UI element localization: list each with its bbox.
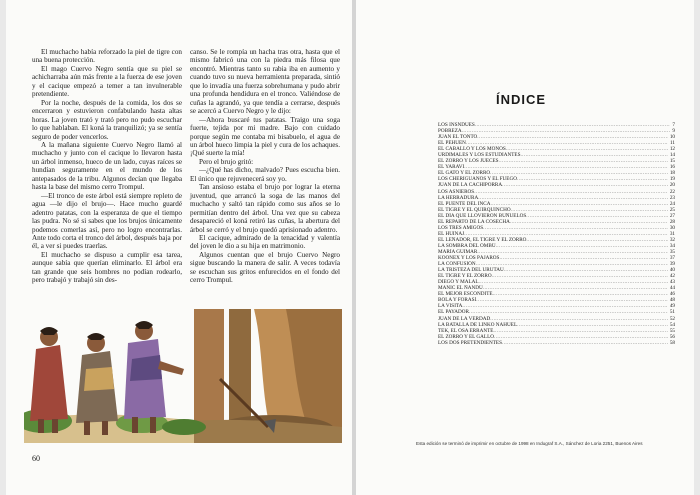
index-entry-page: 18 [669, 170, 675, 177]
index-entry-page: 27 [669, 212, 675, 219]
index-entry-page: 28 [669, 218, 675, 225]
index-entry-title: EL GATO Y EL ZORRO [438, 170, 491, 177]
index-entry-page: 25 [669, 206, 675, 213]
index-entry-title: EL CABALLO Y LOS MONOS [438, 146, 506, 153]
index-entry-page: 12 [669, 146, 675, 153]
paragraph: Pero el brujo gritó: [199, 157, 254, 166]
index-entry-title: EL REPARTO DE LA COSECHA [438, 218, 510, 225]
index-entry-title: LA VISITA [438, 303, 463, 310]
index-entry-page: 10 [669, 134, 675, 141]
index-entry-title: LOS TRES AMIGOS [438, 224, 484, 231]
paragraph: —¿Qué has dicho, malvado? Pues escucha bien. El único que rejuvenecerá soy yo. [190, 166, 340, 183]
index-entry-title: JUAN DE LA CACHIPORRA [438, 182, 503, 189]
index-entry-page: 19 [669, 176, 675, 183]
index-entry-page: 43 [669, 279, 675, 286]
index-entry-title: DIEGO Y MALAL [438, 279, 479, 286]
index-entry-title: JUAN EL TONTO [438, 134, 478, 141]
index-entry-page: 52 [669, 315, 675, 322]
index-entry-page: 44 [669, 285, 675, 292]
index-entry-page: 9 [672, 128, 675, 135]
left-page [6, 0, 352, 495]
index-entry-page: 40 [669, 267, 675, 274]
index-entry-page: 14 [669, 152, 675, 159]
paragraph: A la mañana siguiente Cuervo Negro llamó al muchacho y junto con el cacique lo llevaron hasta un árbol inmenso, hueco de un lado, cuyas raíces se hundían seguramente en el mundo de los antepasados de la tribu. Algunos decían que llegaba hasta la base del mismo cerro Trompul. [32, 140, 182, 192]
index-entry-page: 46 [669, 291, 675, 298]
index-entry-title: EL TIGRE Y EL ZORRO [438, 273, 492, 280]
index-entry-title: EL MEJOR ESCONDITE [438, 291, 493, 298]
index-title: ÍNDICE [496, 92, 547, 107]
index-entry-page: 39 [669, 261, 675, 268]
paragraph: El muchacho se dispuso a cumplir esa tarea, aunque sabía que querían eliminarlo. El árbol era tan grande que seis hombres no podían rodearlo, pero trabajó y trabajó sin des- [32, 250, 182, 285]
index-entry-page: 37 [669, 255, 675, 262]
index-entry-title: LA CONFUSIÓN [438, 261, 476, 268]
index-entry-title: EL HUINAJ [438, 230, 465, 237]
index-entry-title: LA HERRADURA [438, 194, 479, 201]
index-entry-title: TEK, EL OSA ERRANTE [438, 327, 494, 334]
paragraph: Por la noche, después de la comida, los dos se encerraron y estuvieron confabulando hasta altas horas. La joven trató y trató pero no pudo escuchar lo que hablaban. El koná la tranquilizó; ya se sentía seguro de poder vencerlos. [32, 98, 182, 141]
index-entry-page: 49 [669, 303, 675, 310]
index-entry-page: 55 [669, 327, 675, 334]
paragraph: Tan ansioso estaba el brujo por lograr la eterna juventud, que arrancó la soga de las manos del muchacho y saltó tan rápido como sus años se lo permitían dentro del árbol. Una vez que su cabeza desapareció el koná retiró las cuñas, la abertura del árbol se cerró y el brujo quedó aprisionado adentro. [190, 183, 340, 234]
index-entry-title: JUAN DE LA VERDAD [438, 315, 491, 322]
index-entry-title: LA BATALLA DE LINKO NAHUEL [438, 321, 518, 328]
paragraph: El muchacho había reforzado la piel de tigre con una buena protección. [32, 48, 182, 65]
index-entry-page: 34 [669, 242, 675, 249]
index-entry-title: EL TIGRE Y EL QUIRQUINCHO [438, 206, 511, 213]
page-number: 60 [32, 454, 40, 463]
index-entry-title: LOS DOS PRETENDIENTES [438, 339, 502, 346]
right-page [356, 0, 694, 495]
index-list [438, 122, 675, 346]
index-entry-page: 23 [669, 194, 675, 201]
story-illustration [24, 309, 342, 443]
index-entry-page: 58 [669, 339, 675, 346]
paragraph: canso. Se le rompía un hacha tras otra, hasta que el mismo fabricó una con la piedra más filosa que encontró. Mientras tanto su rabia iba en aumento y cuando tuvo su nueva herramienta preparada, sintió que lo invadía una fuerza sobrehumana y pudo abrir una profunda hendidura en el tronco. Valiéndose de cuñas la agrandó, ya que tendía a cerrarse, después se acercó a Cuervo Negro y le dijo: [190, 48, 340, 116]
index-entry-title: KOONEX Y LOS PÁJAROS [438, 255, 500, 262]
index-entry-title: EL YARAVI [438, 164, 465, 171]
index-entry-title: LOS ASNIEROS [438, 188, 475, 195]
index-entry-title: EL PUENTE DEL INCA [438, 200, 491, 207]
index-entry-page: 20 [669, 182, 675, 189]
index-entry-title: EL DÍA QUE LLOVIERON BUÑUELOS [438, 212, 527, 219]
index-entry-page: 15 [669, 158, 675, 165]
index-entry-page: 31 [669, 230, 675, 237]
index-entry-title: EL ZORRO Y LOS JUECES [438, 158, 499, 165]
index-entry-title: POBREZA [438, 128, 462, 135]
index-entry-page: 48 [669, 297, 675, 304]
index-entry-title: URDIMALES Y LOS ESTUDIANTES [438, 152, 521, 159]
index-entry-page: 16 [669, 164, 675, 171]
index-entry-page: 7 [672, 122, 675, 128]
index-entry-title: MARÍA GUIMAR [438, 248, 478, 255]
index-entry-title: BOLA Y FORASÍ [438, 297, 477, 304]
paragraph: Algunos cuentan que el brujo Cuervo Negro sigue buscando la manera de salir. A veces todavía se escuchan sus gritos enfurecidos en el fondo del cerro Trompul. [190, 250, 340, 285]
index-entry-title: LA SOMBRA DEL OMBÚ [438, 242, 496, 249]
paragraph: —El tronco de este árbol está siempre repleto de agua —le dijo el brujo—. Hace mucho guardé adentro patatas, con la esperanza de que el tiempo las pudra. No sé si sabes que los brujos únicamente podemos comerlas así, pero no logro encontrarlas. Ante todo corta el tronco del árbol, después baja por él, a ver si puedes traerlas. [32, 191, 182, 251]
index-entry-page: 22 [669, 188, 675, 195]
index-entry-title: LA TRISTEZA DEL URUTAU [438, 267, 504, 274]
paragraph: El mago Cuervo Negro sentía que su piel se achicharraba aún más frente a la fuerza de ese joven y el cacique empezó a temer a tan invulnerable pretendiente. [32, 64, 182, 99]
index-entry-page: 51 [669, 309, 675, 316]
colophon: Esta edición se terminó de imprimir en octubre de 1998 en Indugraf S.A., Sánchez de Loria 2251, Buenos Aires [416, 441, 643, 446]
index-entry-title: MANIC EL ÑANDÚ [438, 285, 483, 292]
text-column-right [190, 48, 340, 285]
index-entry-title: LOS CHERIGUANOS Y EL FUEGO [438, 176, 517, 183]
index-entry-page: 24 [669, 200, 675, 207]
index-entry-title: EL PEHUEN [438, 140, 466, 147]
index-entry-page: 30 [669, 224, 675, 231]
index-entry-title: LOS INSNDUES [438, 122, 475, 128]
text-column-left [32, 48, 182, 285]
index-entry-page: 32 [669, 236, 675, 243]
index-entry-page: 42 [669, 273, 675, 280]
index-entry-title: EL ZORRO Y EL GALLO [438, 333, 494, 340]
index-entry-page: 35 [669, 248, 675, 255]
index-entry-title: EL LEÑADOR, EL TIGRE Y EL ZORRO [438, 236, 527, 243]
index-entry-page: 54 [669, 321, 675, 328]
index-entry-title: EL PAYADOR [438, 309, 469, 316]
index-entry-page: 56 [669, 333, 675, 340]
paragraph: El cacique, admirado de la tenacidad y valentía del joven le dio a su hija en matrimonio. [190, 233, 340, 251]
paragraph: —Ahora buscaré tus patatas. Traigo una soga fuerte, tejida por mi madre. Bajo con cuidado porque según me contaba mi bisabuelo, el agua de un árbol hueco limpia la piel y cura de los achaques. ¡Qué suerte la mía! [190, 115, 340, 158]
index-entry-page: 11 [670, 140, 675, 147]
index-entry [438, 340, 675, 346]
